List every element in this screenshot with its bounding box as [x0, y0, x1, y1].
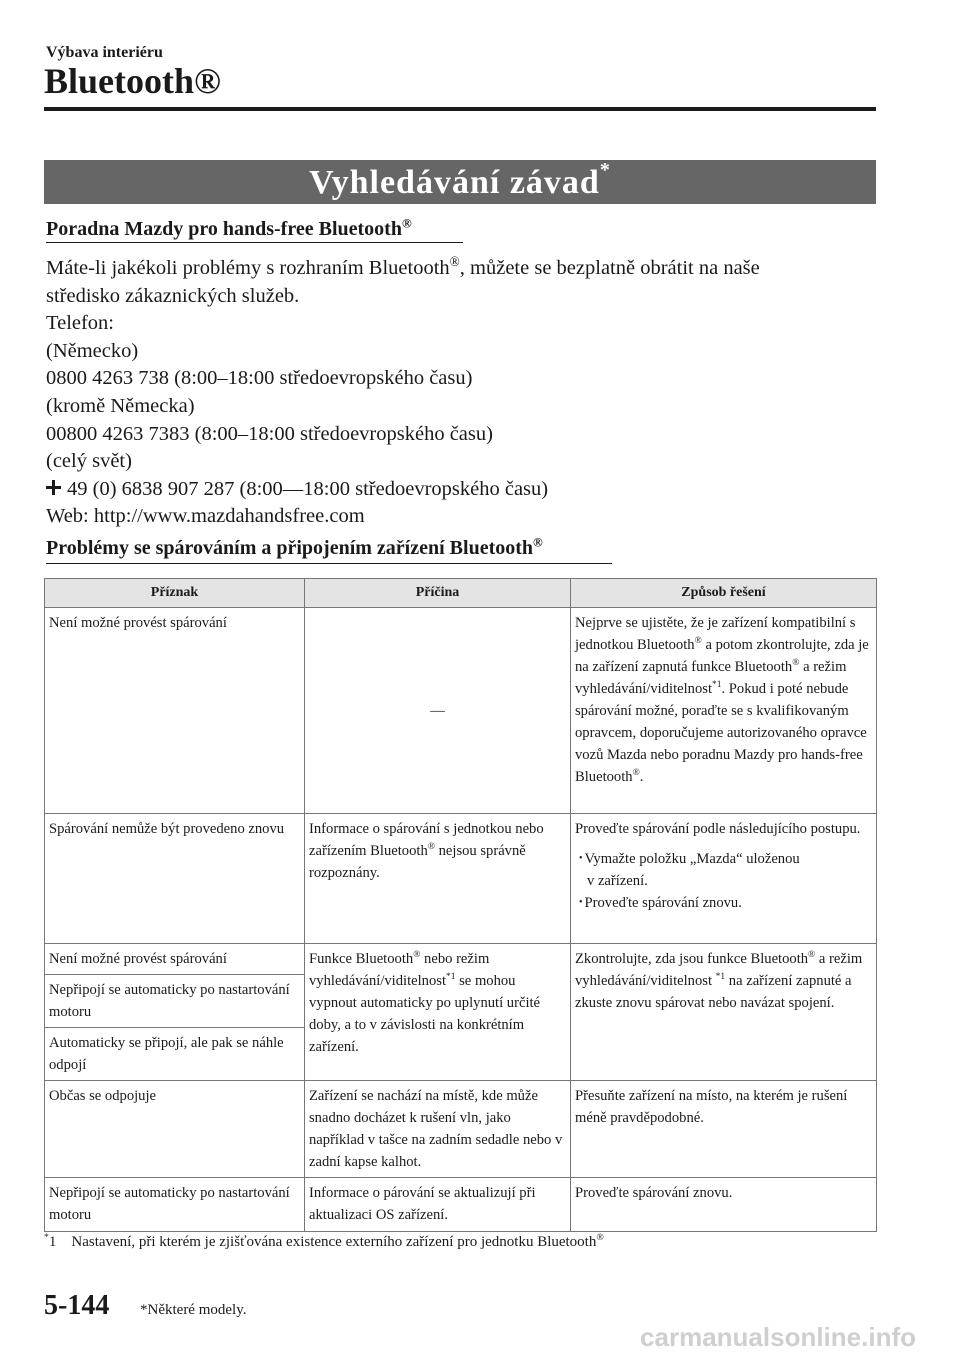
page-number: 5-144 — [44, 1290, 110, 1321]
phone-number-germany: 0800 4263 738 (8:00–18:00 středoevropského času) — [46, 367, 473, 390]
hotline-heading-underline — [46, 242, 463, 243]
solution-cell: Přesuňte zařízení na místo, na kterém je rušení méně pravděpodobné. — [571, 1081, 877, 1178]
solution-cell: Proveďte spárování znovu. — [571, 1178, 877, 1232]
cause-cell: Informace o párování se aktualizují při aktualizaci OS zařízení. — [305, 1178, 571, 1232]
hotline-heading: Poradna Mazdy pro hands-free Bluetooth® — [46, 215, 412, 240]
phone-number-worldwide: 49 (0) 6838 907 287 (8:00―18:00 středoevropského času) — [46, 476, 876, 504]
symptom-cell: Spárování nemůže být provedeno znovu — [45, 814, 305, 944]
watermark: carmanualsonline.info — [640, 1322, 916, 1352]
intro-line-2: středisko zákaznických služeb. — [46, 284, 300, 307]
footnote: *1 Nastavení, při kterém je zjišťována existence externího zařízení pro jednotku Bluetooth® — [44, 1232, 604, 1250]
table-row — [45, 1178, 877, 1232]
bullet-item: • Proveďte spárování znovu. — [575, 892, 872, 914]
symptom-cell: Občas se odpojuje — [45, 1081, 305, 1178]
phone-number-outside-germany: 00800 4263 7383 (8:00–18:00 středoevropského času) — [46, 422, 493, 445]
cause-cell: Zařízení se nachází na místě, kde může snadno docházet k rušení vln, jako například v tašce na zadním sedadle nebo v zadní kapse kalhot. — [305, 1081, 571, 1178]
column-header-symptom: Příznak — [45, 579, 305, 608]
bullet-item: • Vymažte položku „Mazda“ uloženou — [575, 848, 872, 870]
region-germany: (Německo) — [46, 339, 139, 362]
table-row — [45, 608, 877, 814]
chapter-divider — [44, 107, 876, 111]
symptom-cell: Nepřipojí se automaticky po nastartování motoru — [45, 975, 305, 1028]
troubleshoot-heading-underline — [46, 563, 612, 564]
solution-cell: Zkontrolujte, zda jsou funkce Bluetooth® a režim vyhledávání/viditelnost $^{*1}$ na zařízení zapnuté a zkuste znovu spárovat nebo navázat spojení. — [571, 944, 877, 1081]
region-outside-germany: (kromě Německa) — [46, 394, 195, 417]
phone-label: Telefon: — [46, 312, 115, 335]
cause-cell: Funkce Bluetooth® nebo režim vyhledávání/viditelnost$^{*1}$ se mohou vypnout automaticky po uplynutí určité doby, a to v závislosti na konkrétním zařízení. — [305, 944, 571, 1081]
cause-cell: Informace o spárování s jednotkou nebo zařízením Bluetooth® nejsou správně rozpoznány. — [305, 814, 571, 944]
solution-cell: Nejprve se ujistěte, že je zařízení kompatibilní s jednotkou Bluetooth® a potom zkontrolujte, zda je na zařízení zapnutá funkce Bluetooth® a režim vyhledávání/viditelnost$^{*1}$. Pokud i poté nebude spárování možné, poraďte se s kvalifikovaným opravcem, doporučujeme autorizovaného opravce vozů Mazda nebo poradnu Mazdy pro hands-free Bluetooth®. — [571, 608, 877, 814]
cause-cell: — — [305, 608, 571, 814]
solution-cell: Proveďte spárování podle následujícího postupu. • Vymažte položku „Mazda“ uloženou v zařízení. • Proveďte spárování znovu. — [571, 814, 877, 944]
symptom-cell: Automaticky se připojí, ale pak se náhle odpojí — [45, 1028, 305, 1081]
banner-title: Vyhledávání závad — [309, 164, 600, 201]
chapter-title: Bluetooth® — [44, 61, 221, 101]
symptom-cell: Není možné provést spárování — [45, 944, 305, 975]
intro-line-1: Máte-li jakékoli problémy s rozhraním Bluetooth®, můžete se bezplatně obrátit na naše — [46, 254, 760, 279]
troubleshoot-heading: Problémy se spárováním a připojením zařízení Bluetooth® — [46, 534, 543, 559]
hotline-body — [46, 255, 876, 531]
section-banner — [44, 160, 876, 204]
section-label: Výbava interiéru — [46, 44, 163, 61]
optional-mark: * — [599, 159, 611, 181]
column-header-solution: Způsob řešení — [571, 579, 877, 608]
table-row — [45, 944, 877, 975]
column-header-cause: Příčina — [305, 579, 571, 608]
web-address[interactable]: Web: http://www.mazdahandsfree.com — [46, 505, 365, 528]
plus-icon — [46, 480, 61, 495]
page-note: *Některé modely. — [140, 1302, 247, 1318]
table-row — [45, 814, 877, 944]
troubleshooting-table — [44, 578, 877, 1232]
region-worldwide: (celý svět) — [46, 450, 132, 473]
symptom-cell: Nepřipojí se automaticky po nastartování motoru — [45, 1178, 305, 1232]
table-row — [45, 1081, 877, 1178]
symptom-cell: Není možné provést spárování — [45, 608, 305, 814]
table-header-row — [45, 579, 877, 608]
